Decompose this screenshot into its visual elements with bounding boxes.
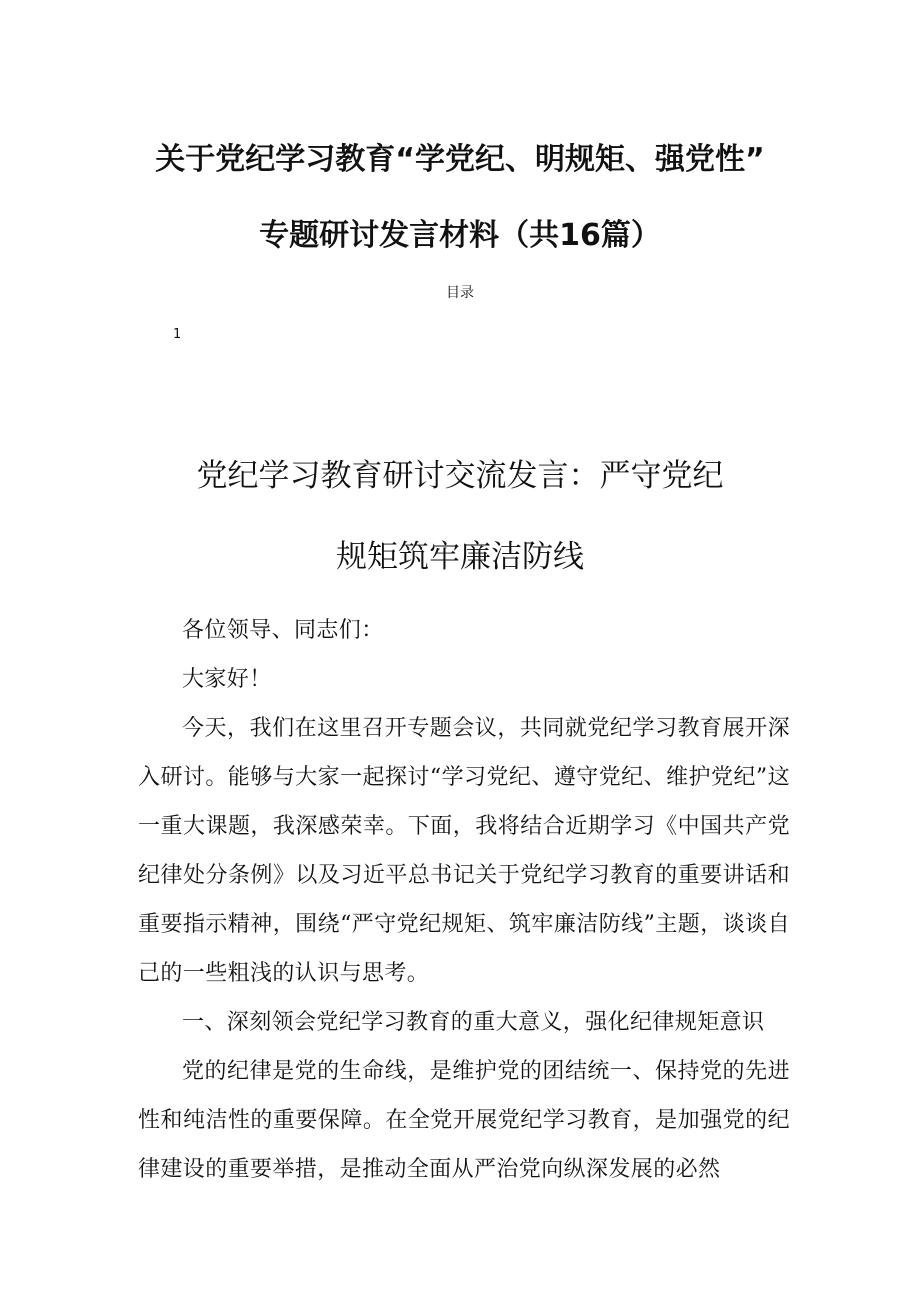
section-title-line-2: 规矩筑牢廉洁防线 xyxy=(336,539,584,575)
paragraph-discipline: 党的纪律是党的生命线，是维护党的团结统一、保持党的先进性和纯洁性的重要保障。在全党开展党纪学习教育，是加强党的纪律建设的重要举措，是推动全面从严治党向纵深发展的必然 xyxy=(138,1059,790,1182)
toc-entry-number[interactable]: 1 xyxy=(173,327,182,342)
section-title-line-1: 党纪学习教育研讨交流发言：严守党纪 xyxy=(196,458,724,494)
greeting: 大家好！ xyxy=(182,667,272,692)
document-title-line-1: 关于党纪学习教育“学党纪、明规矩、强党性” xyxy=(155,142,765,177)
table-of-contents-label: 目录 xyxy=(446,285,474,301)
salutation: 各位领导、同志们： xyxy=(182,618,384,643)
speech-body xyxy=(138,606,790,1194)
intro-paragraph: 今天，我们在这里召开专题会议，共同就党纪学习教育展开深入研讨。能够与大家一起探讨“学习党纪、遵守党纪、维护党纪”这一重大课题，我深感荣幸。下面，我将结合近期学习《中国共产党纪律处分条例》以及习近平总书记关于党纪学习教育的重要讲话和重要指示精神，围绕“严守党纪规矩、筑牢廉洁防线”主题，谈谈自己的一些粗浅的认识与思考。 xyxy=(138,716,790,986)
document-title-line-2: 专题研讨发言材料（共16篇） xyxy=(259,218,661,253)
subheading-one: 一、深刻领会党纪学习教育的重大意义，强化纪律规矩意识 xyxy=(182,1010,765,1035)
